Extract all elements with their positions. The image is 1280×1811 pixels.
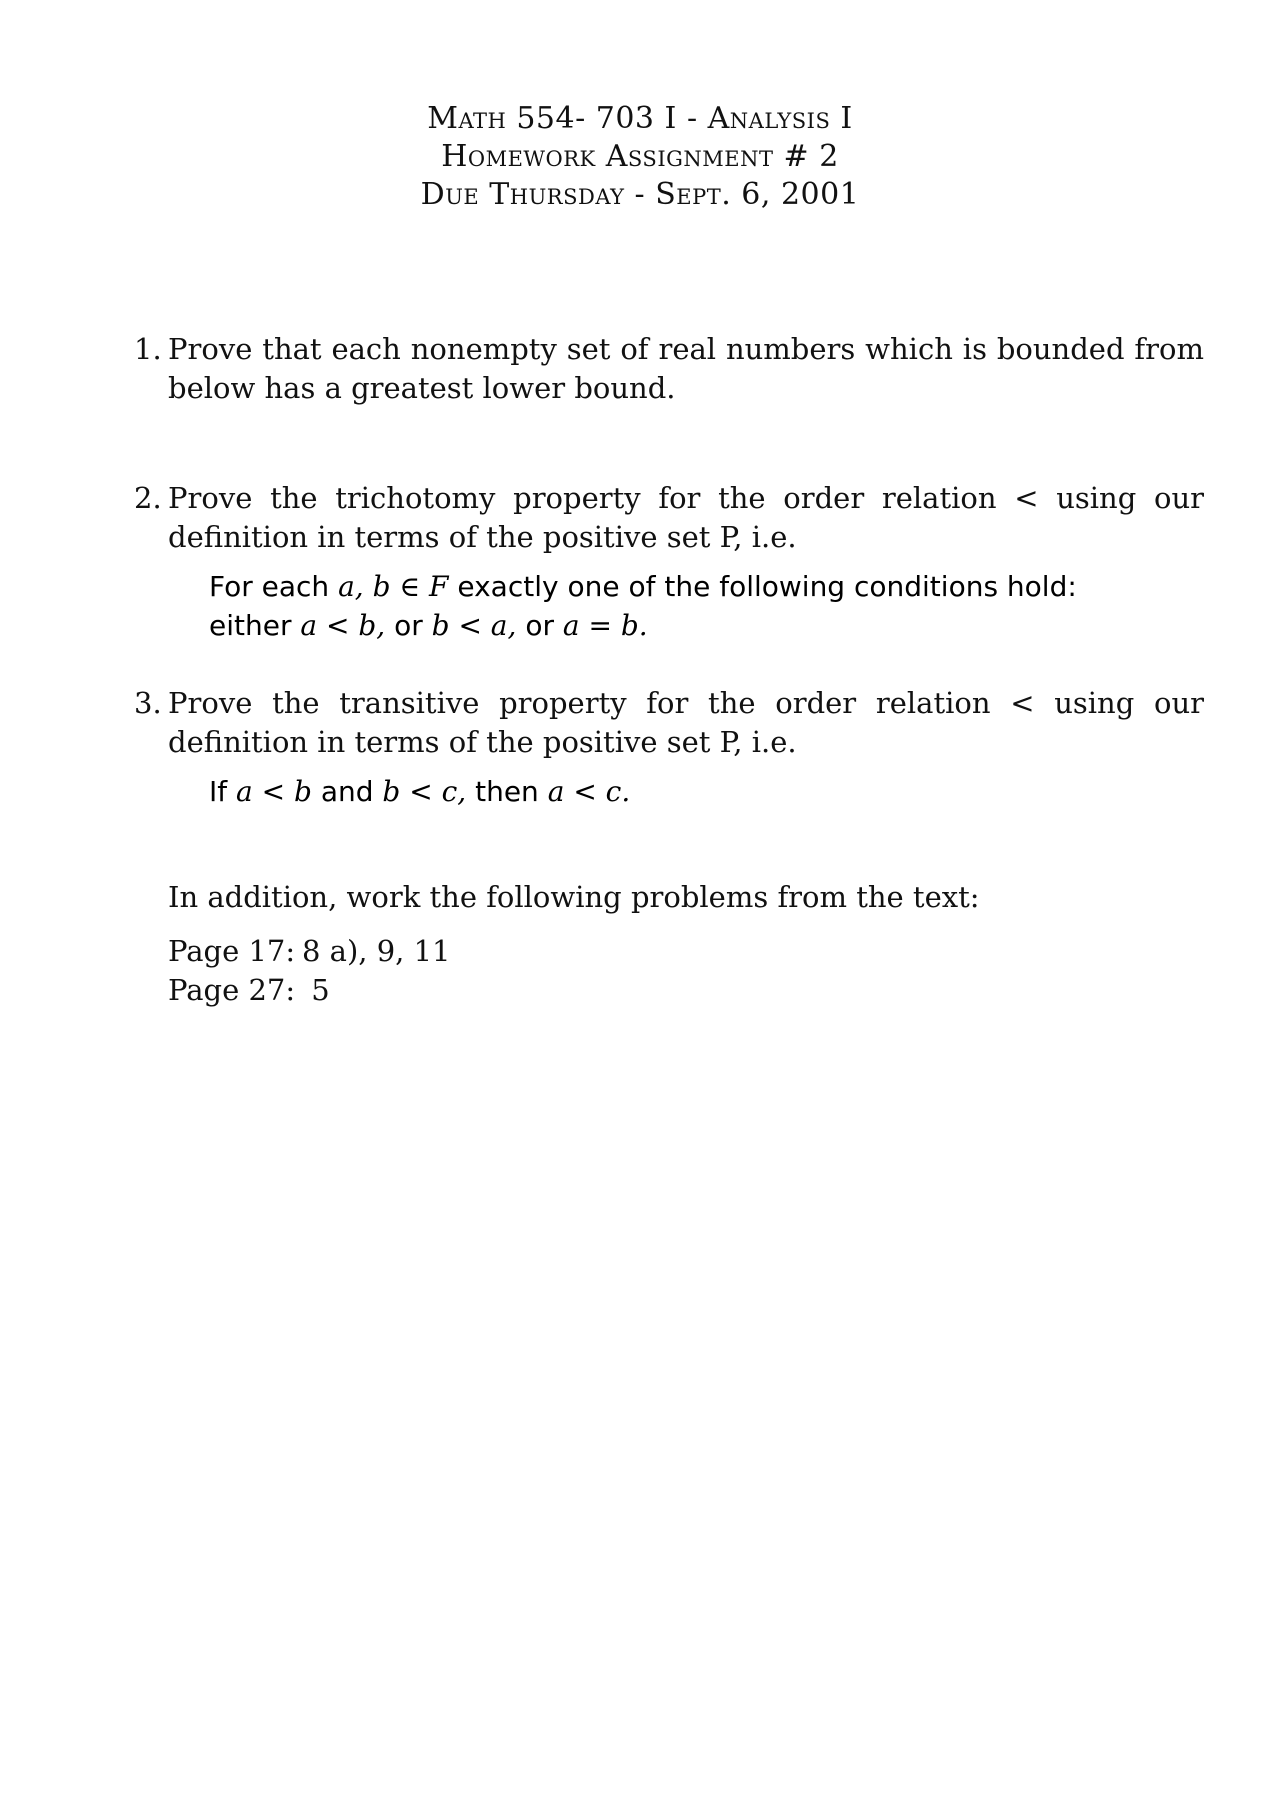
statement-line: For each a, b ∈ F exactly one of the following conditions hold:	[209, 570, 1077, 603]
problem-number: 2.	[134, 481, 162, 515]
page-row	[168, 932, 451, 971]
header	[0, 100, 1280, 214]
due-date: Due Thursday - Sept. 6, 2001	[420, 177, 860, 212]
trichotomy-statement	[209, 567, 1204, 645]
problem-3	[134, 684, 1204, 811]
problem-text: Prove the trichotomy property for the order relation < using our definition in terms of the positive set P, i.e.	[168, 481, 1204, 554]
problem-1	[134, 330, 1204, 408]
problem-number: 3.	[134, 686, 162, 720]
page-label: Page 27:	[168, 973, 296, 1007]
addition-text: In addition, work the following problems from the text:	[168, 880, 980, 914]
statement-line: either a < b, or b < a, or a = b.	[209, 609, 648, 642]
page-list	[168, 932, 451, 1010]
problem-text: Prove the transitive property for the order relation < using our definition in terms of the positive set P, i.e.	[168, 686, 1204, 759]
page-row	[168, 971, 451, 1010]
transitive-statement: If a < b and b < c, then a < c.	[209, 775, 631, 808]
problem-2	[134, 479, 1204, 645]
course-title: Math 554- 703 I - Analysis I	[427, 101, 853, 136]
problem-number: 1.	[134, 332, 162, 366]
page-label: Page 17:	[168, 934, 296, 968]
assignment-title: Homework Assignment # 2	[441, 139, 839, 174]
problem-text: Prove that each nonempty set of real numbers which is bounded from below has a greatest lower bound.	[168, 332, 1204, 405]
page-items: 8 a), 9, 11	[302, 934, 451, 968]
page-items: 5	[302, 973, 330, 1007]
